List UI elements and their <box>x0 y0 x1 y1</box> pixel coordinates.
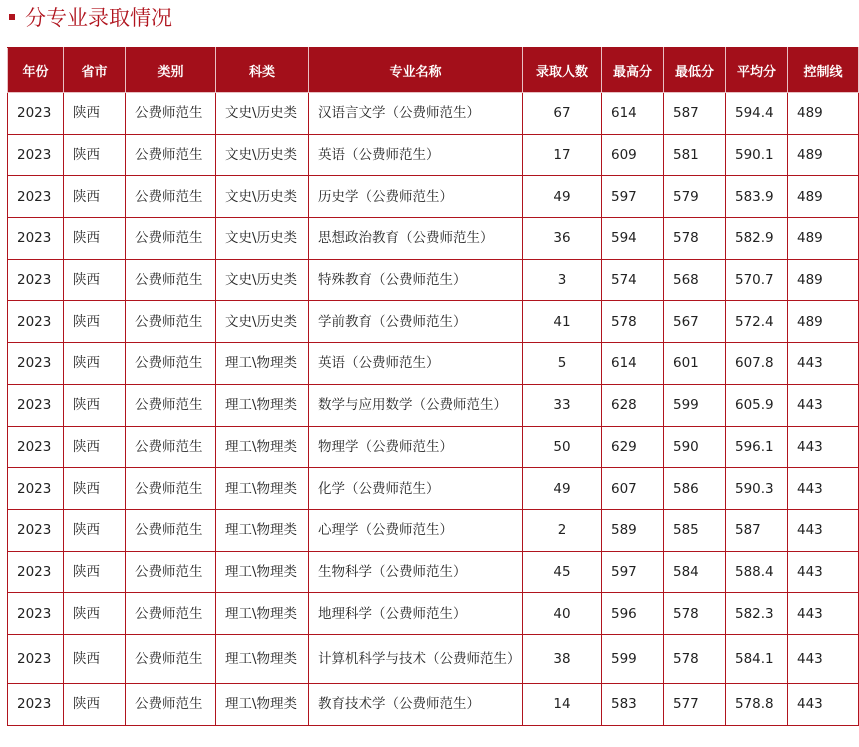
col-major-name-cell: 思想政治教育（公费师范生） <box>309 218 523 260</box>
col-admitted-count-cell: 50 <box>523 426 602 468</box>
col-year-cell: 2023 <box>8 301 64 343</box>
col-subject-type-cell: 理工\物理类 <box>216 426 309 468</box>
col-province-cell: 陕西 <box>64 634 126 683</box>
col-category-cell: 公费师范生 <box>126 343 216 385</box>
col-min-score-cell: 568 <box>664 259 726 301</box>
col-subject-type-cell: 理工\物理类 <box>216 634 309 683</box>
col-subject-type-cell: 理工\物理类 <box>216 384 309 426</box>
section-header <box>0 0 859 40</box>
col-year-cell: 2023 <box>8 343 64 385</box>
col-category-cell: 公费师范生 <box>126 134 216 176</box>
col-avg-score-cell: 607.8 <box>726 343 788 385</box>
table-row <box>8 259 859 301</box>
col-year-cell: 2023 <box>8 593 64 635</box>
col-subject-type-cell: 理工\物理类 <box>216 509 309 551</box>
col-admitted-count-cell: 45 <box>523 551 602 593</box>
col-major-name-cell: 物理学（公费师范生） <box>309 426 523 468</box>
col-major-name-cell: 心理学（公费师范生） <box>309 509 523 551</box>
table-row <box>8 343 859 385</box>
col-min-score-cell: 578 <box>664 218 726 260</box>
col-province-cell: 陕西 <box>64 509 126 551</box>
col-category-cell: 公费师范生 <box>126 634 216 683</box>
col-category-cell: 公费师范生 <box>126 384 216 426</box>
col-max-score-cell: 597 <box>602 176 664 218</box>
table-row <box>8 176 859 218</box>
col-major-name-header: 专业名称 <box>309 48 523 93</box>
col-major-name-cell: 化学（公费师范生） <box>309 468 523 510</box>
col-major-name-cell: 历史学（公费师范生） <box>309 176 523 218</box>
col-min-score-cell: 567 <box>664 301 726 343</box>
col-max-score-cell: 589 <box>602 509 664 551</box>
col-subject-type-cell: 文史\历史类 <box>216 301 309 343</box>
table-row <box>8 468 859 510</box>
col-min-score-cell: 578 <box>664 593 726 635</box>
col-year-cell: 2023 <box>8 218 64 260</box>
col-max-score-cell: 609 <box>602 134 664 176</box>
col-admitted-count-cell: 49 <box>523 468 602 510</box>
col-control-line-cell: 443 <box>788 593 859 635</box>
col-admitted-count-cell: 67 <box>523 93 602 135</box>
col-admitted-count-cell: 36 <box>523 218 602 260</box>
col-control-line-cell: 489 <box>788 176 859 218</box>
col-year-cell: 2023 <box>8 259 64 301</box>
col-min-score-cell: 601 <box>664 343 726 385</box>
col-category-cell: 公费师范生 <box>126 218 216 260</box>
col-province-cell: 陕西 <box>64 134 126 176</box>
col-year-cell: 2023 <box>8 93 64 135</box>
col-major-name-cell: 生物科学（公费师范生） <box>309 551 523 593</box>
col-min-score-cell: 586 <box>664 468 726 510</box>
col-subject-type-cell: 文史\历史类 <box>216 259 309 301</box>
col-subject-type-cell: 理工\物理类 <box>216 468 309 510</box>
col-major-name-cell: 学前教育（公费师范生） <box>309 301 523 343</box>
col-min-score-cell: 587 <box>664 93 726 135</box>
col-major-name-cell: 英语（公费师范生） <box>309 134 523 176</box>
col-control-line-cell: 443 <box>788 343 859 385</box>
col-admitted-count-cell: 17 <box>523 134 602 176</box>
col-category-header: 类别 <box>126 48 216 93</box>
col-province-cell: 陕西 <box>64 468 126 510</box>
col-max-score-cell: 594 <box>602 218 664 260</box>
col-major-name-cell: 英语（公费师范生） <box>309 343 523 385</box>
col-admitted-count-cell: 38 <box>523 634 602 683</box>
col-year-cell: 2023 <box>8 426 64 468</box>
col-province-cell: 陕西 <box>64 683 126 725</box>
col-max-score-cell: 629 <box>602 426 664 468</box>
col-max-score-cell: 628 <box>602 384 664 426</box>
col-province-cell: 陕西 <box>64 301 126 343</box>
col-control-line-cell: 443 <box>788 468 859 510</box>
col-subject-type-cell: 文史\历史类 <box>216 176 309 218</box>
col-min-score-cell: 578 <box>664 634 726 683</box>
col-category-cell: 公费师范生 <box>126 176 216 218</box>
col-max-score-cell: 574 <box>602 259 664 301</box>
col-max-score-header: 最高分 <box>602 48 664 93</box>
col-major-name-cell: 汉语言文学（公费师范生） <box>309 93 523 135</box>
col-max-score-cell: 607 <box>602 468 664 510</box>
col-subject-type-cell: 文史\历史类 <box>216 93 309 135</box>
col-province-cell: 陕西 <box>64 551 126 593</box>
col-control-line-cell: 489 <box>788 134 859 176</box>
col-category-cell: 公费师范生 <box>126 468 216 510</box>
col-province-cell: 陕西 <box>64 176 126 218</box>
col-admitted-count-cell: 2 <box>523 509 602 551</box>
col-major-name-cell: 特殊教育（公费师范生） <box>309 259 523 301</box>
col-avg-score-cell: 587 <box>726 509 788 551</box>
col-control-line-cell: 489 <box>788 218 859 260</box>
col-control-line-cell: 443 <box>788 634 859 683</box>
table-row <box>8 134 859 176</box>
col-avg-score-cell: 578.8 <box>726 683 788 725</box>
table-row <box>8 384 859 426</box>
col-min-score-cell: 585 <box>664 509 726 551</box>
col-avg-score-cell: 590.3 <box>726 468 788 510</box>
table-row <box>8 551 859 593</box>
col-control-line-header: 控制线 <box>788 48 859 93</box>
col-min-score-cell: 579 <box>664 176 726 218</box>
col-control-line-cell: 489 <box>788 259 859 301</box>
col-avg-score-cell: 570.7 <box>726 259 788 301</box>
col-year-header: 年份 <box>8 48 64 93</box>
col-admitted-count-cell: 5 <box>523 343 602 385</box>
table-row <box>8 426 859 468</box>
table-row <box>8 634 859 683</box>
table-row <box>8 509 859 551</box>
table-body <box>8 93 859 726</box>
table-row <box>8 683 859 725</box>
col-control-line-cell: 443 <box>788 683 859 725</box>
col-province-cell: 陕西 <box>64 259 126 301</box>
col-category-cell: 公费师范生 <box>126 259 216 301</box>
col-category-cell: 公费师范生 <box>126 551 216 593</box>
col-subject-type-cell: 文史\历史类 <box>216 134 309 176</box>
col-subject-type-cell: 理工\物理类 <box>216 551 309 593</box>
col-max-score-cell: 599 <box>602 634 664 683</box>
table-row <box>8 301 859 343</box>
table-row <box>8 218 859 260</box>
col-avg-score-cell: 594.4 <box>726 93 788 135</box>
col-control-line-cell: 489 <box>788 93 859 135</box>
col-avg-score-cell: 582.9 <box>726 218 788 260</box>
col-province-cell: 陕西 <box>64 593 126 635</box>
col-admitted-count-cell: 40 <box>523 593 602 635</box>
col-category-cell: 公费师范生 <box>126 93 216 135</box>
col-province-cell: 陕西 <box>64 384 126 426</box>
col-province-cell: 陕西 <box>64 343 126 385</box>
col-control-line-cell: 443 <box>788 551 859 593</box>
col-avg-score-cell: 605.9 <box>726 384 788 426</box>
col-province-cell: 陕西 <box>64 93 126 135</box>
col-max-score-cell: 614 <box>602 343 664 385</box>
col-admitted-count-header: 录取人数 <box>523 48 602 93</box>
col-avg-score-cell: 572.4 <box>726 301 788 343</box>
table-row <box>8 593 859 635</box>
table-header-row <box>8 48 859 93</box>
col-admitted-count-cell: 49 <box>523 176 602 218</box>
col-major-name-cell: 地理科学（公费师范生） <box>309 593 523 635</box>
col-control-line-cell: 443 <box>788 384 859 426</box>
col-admitted-count-cell: 3 <box>523 259 602 301</box>
col-province-cell: 陕西 <box>64 426 126 468</box>
col-min-score-header: 最低分 <box>664 48 726 93</box>
col-min-score-cell: 590 <box>664 426 726 468</box>
col-max-score-cell: 596 <box>602 593 664 635</box>
col-max-score-cell: 583 <box>602 683 664 725</box>
col-category-cell: 公费师范生 <box>126 593 216 635</box>
col-avg-score-cell: 584.1 <box>726 634 788 683</box>
col-avg-score-cell: 583.9 <box>726 176 788 218</box>
col-avg-score-cell: 582.3 <box>726 593 788 635</box>
page-title: 分专业录取情况 <box>25 6 172 30</box>
col-major-name-cell: 计算机科学与技术（公费师范生） <box>309 634 523 683</box>
col-subject-type-cell: 理工\物理类 <box>216 343 309 385</box>
table-row <box>8 93 859 135</box>
col-year-cell: 2023 <box>8 384 64 426</box>
col-max-score-cell: 578 <box>602 301 664 343</box>
col-avg-score-cell: 596.1 <box>726 426 788 468</box>
col-category-cell: 公费师范生 <box>126 683 216 725</box>
col-avg-score-cell: 588.4 <box>726 551 788 593</box>
col-subject-type-header: 科类 <box>216 48 309 93</box>
col-control-line-cell: 443 <box>788 509 859 551</box>
col-subject-type-cell: 理工\物理类 <box>216 683 309 725</box>
col-control-line-cell: 443 <box>788 426 859 468</box>
col-year-cell: 2023 <box>8 551 64 593</box>
admission-table <box>7 47 859 726</box>
col-year-cell: 2023 <box>8 176 64 218</box>
col-min-score-cell: 584 <box>664 551 726 593</box>
col-province-cell: 陕西 <box>64 218 126 260</box>
col-category-cell: 公费师范生 <box>126 301 216 343</box>
col-avg-score-header: 平均分 <box>726 48 788 93</box>
col-province-header: 省市 <box>64 48 126 93</box>
col-max-score-cell: 614 <box>602 93 664 135</box>
col-year-cell: 2023 <box>8 468 64 510</box>
col-year-cell: 2023 <box>8 509 64 551</box>
col-major-name-cell: 数学与应用数学（公费师范生） <box>309 384 523 426</box>
col-major-name-cell: 教育技术学（公费师范生） <box>309 683 523 725</box>
col-max-score-cell: 597 <box>602 551 664 593</box>
square-bullet-icon <box>9 14 15 20</box>
col-admitted-count-cell: 33 <box>523 384 602 426</box>
col-category-cell: 公费师范生 <box>126 426 216 468</box>
col-year-cell: 2023 <box>8 683 64 725</box>
col-min-score-cell: 599 <box>664 384 726 426</box>
col-admitted-count-cell: 14 <box>523 683 602 725</box>
col-year-cell: 2023 <box>8 634 64 683</box>
col-admitted-count-cell: 41 <box>523 301 602 343</box>
col-year-cell: 2023 <box>8 134 64 176</box>
col-min-score-cell: 581 <box>664 134 726 176</box>
col-subject-type-cell: 理工\物理类 <box>216 593 309 635</box>
col-control-line-cell: 489 <box>788 301 859 343</box>
col-min-score-cell: 577 <box>664 683 726 725</box>
col-category-cell: 公费师范生 <box>126 509 216 551</box>
col-avg-score-cell: 590.1 <box>726 134 788 176</box>
col-subject-type-cell: 文史\历史类 <box>216 218 309 260</box>
